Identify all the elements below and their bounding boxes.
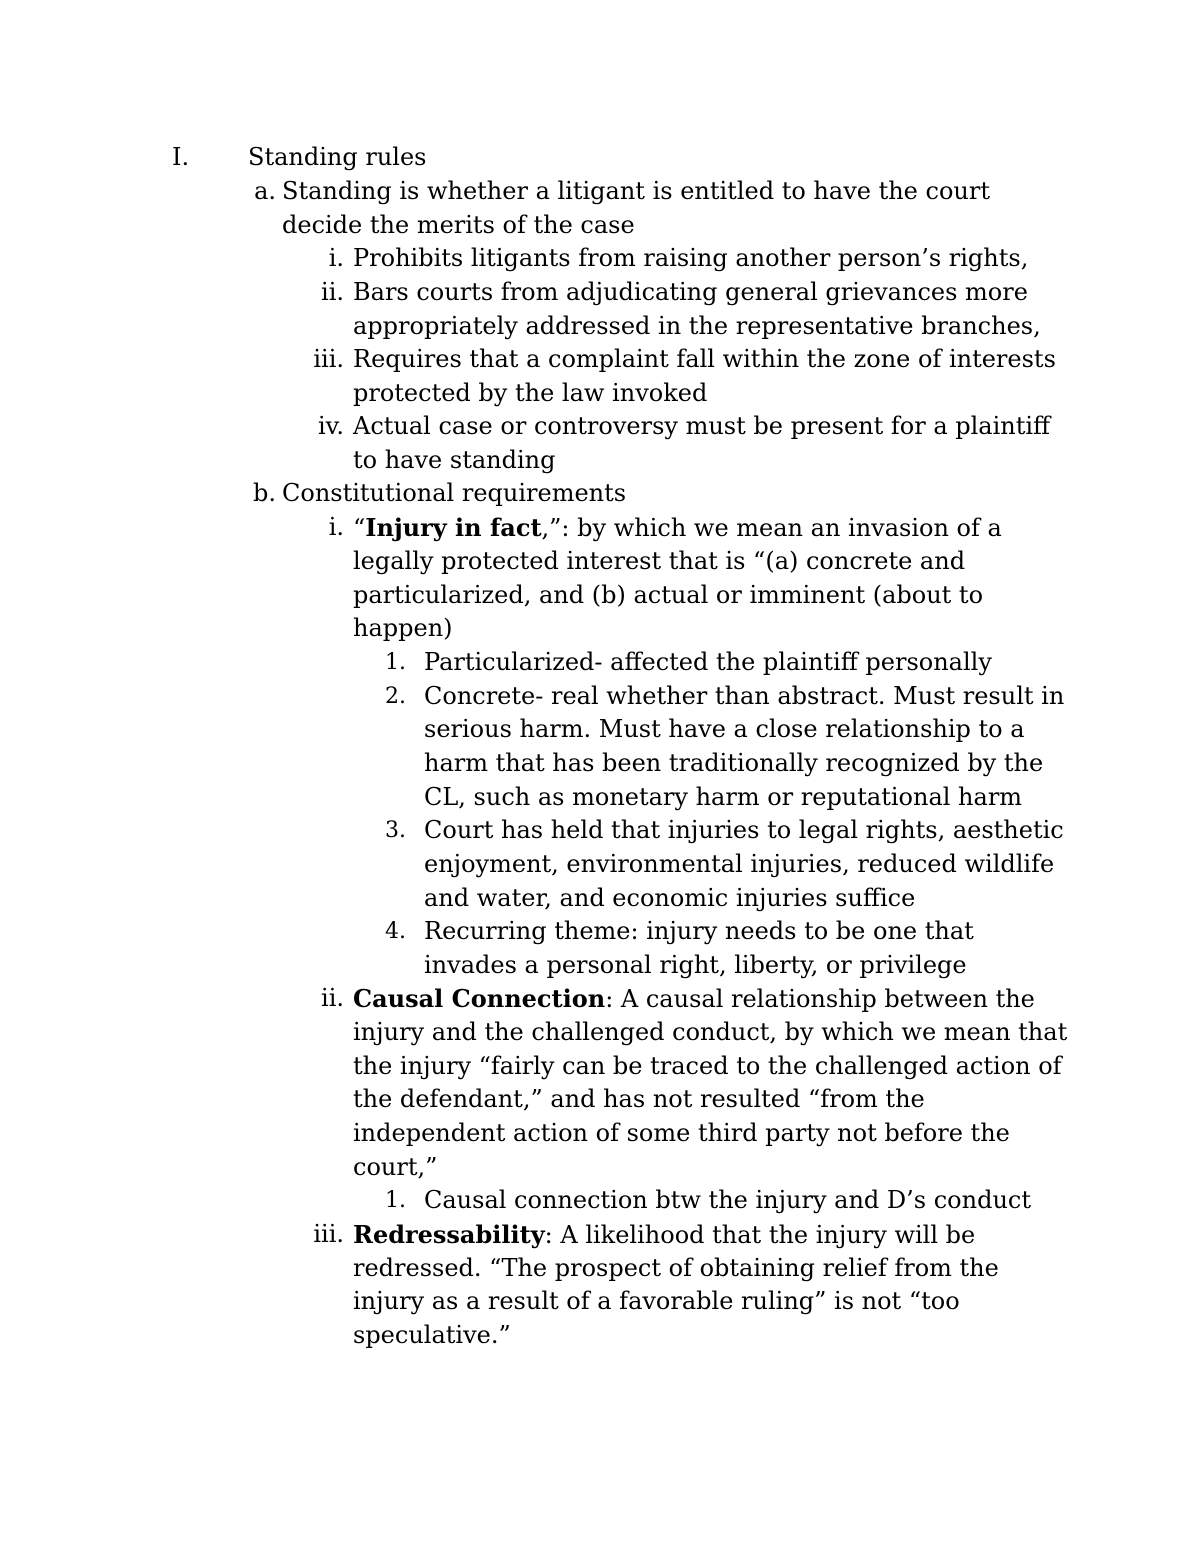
item-b-ii-line3: the injury “fairly can be traced to the challenged action of [353, 1052, 1062, 1080]
item-b-i-2-line4: CL, such as monetary harm or reputational harm [424, 783, 1023, 811]
item-b-i-1-line1: Particularized- affected the plaintiff personally [424, 648, 992, 676]
item-b-ii-1-line1: Causal connection btw the injury and D’s conduct [424, 1186, 1031, 1214]
outline-marker-b-iii: iii. [313, 1220, 344, 1248]
item-a-ii-line2: appropriately addressed in the representative branches, [353, 312, 1041, 340]
item-b-i-line2: legally protected interest that is “(a) concrete and [353, 547, 966, 575]
outline-marker-b-i: i. [328, 513, 344, 541]
item-a-line1: Standing is whether a litigant is entitled to have the court [282, 177, 990, 205]
outline-marker-b-i-3: 3. [385, 818, 406, 843]
item-b-i-2-line2: serious harm. Must have a close relationship to a [424, 715, 1025, 743]
outline-marker-b-i-2: 2. [385, 684, 406, 709]
item-b-title: Constitutional requirements [282, 479, 627, 507]
item-a-ii-line1: Bars courts from adjudicating general grievances more [353, 278, 1028, 306]
open-quote: “ [353, 514, 366, 542]
item-a-iii-line1: Requires that a complaint fall within the zone of interests [353, 345, 1056, 373]
item-b-i-line4: happen) [353, 614, 453, 642]
outline-marker-b-ii: ii. [321, 984, 344, 1012]
outline-marker-b: b. [253, 479, 276, 507]
section-title: Standing rules [248, 143, 427, 171]
item-b-ii-line1-rest: : A causal relationship between the [605, 985, 1035, 1013]
item-b-i-2-line3: harm that has been traditionally recognized by the [424, 749, 1044, 777]
item-b-ii-line1 [353, 982, 1035, 1017]
item-b-i-2-line1: Concrete- real whether than abstract. Must result in [424, 682, 1065, 710]
outline-marker-b-i-1: 1. [385, 650, 406, 675]
item-b-iii-line4: speculative.” [353, 1321, 511, 1349]
outline-marker-b-ii-1: 1. [385, 1188, 406, 1213]
term-injury-in-fact: Injury in fact [365, 513, 542, 542]
outline-marker-I: I. [172, 143, 190, 171]
item-a-iv-line2: to have standing [353, 446, 556, 474]
item-b-i-4-line1: Recurring theme: injury needs to be one that [424, 917, 974, 945]
item-b-ii-line2: injury and the challenged conduct, by which we mean that [353, 1018, 1068, 1046]
item-a-iv-line1: Actual case or controversy must be present for a plaintiff [353, 412, 1051, 440]
item-b-ii-line4: the defendant,” and has not resulted “from the [353, 1085, 925, 1113]
item-b-ii-line5: independent action of some third party not before the [353, 1119, 1010, 1147]
outline-marker-a: a. [254, 177, 276, 205]
item-b-iii-line3: injury as a result of a favorable ruling” is not “too [353, 1287, 960, 1315]
item-b-iii-line2: redressed. “The prospect of obtaining relief from the [353, 1254, 999, 1282]
item-b-i-3-line2: enjoyment, environmental injuries, reduced wildlife [424, 850, 1055, 878]
item-b-iii-line1-rest: : A likelihood that the injury will be [544, 1221, 976, 1249]
term-redressability: Redressability [353, 1220, 545, 1249]
term-causal-connection: Causal Connection [353, 984, 606, 1013]
item-b-i-line1-rest: ,”: by which we mean an invasion of a [541, 514, 1002, 542]
outline-marker-a-iv: iv. [317, 412, 344, 440]
outline-marker-b-i-4: 4. [385, 919, 406, 944]
outline-marker-a-i: i. [328, 244, 344, 272]
item-a-line2: decide the merits of the case [282, 211, 635, 239]
item-b-i-line1 [353, 511, 1002, 546]
item-b-i-4-line2: invades a personal right, liberty, or privilege [424, 951, 967, 979]
outline-marker-a-iii: iii. [313, 345, 344, 373]
item-a-i-line1: Prohibits litigants from raising another person’s rights, [353, 244, 1029, 272]
item-b-i-line3: particularized, and (b) actual or imminent (about to [353, 581, 984, 609]
item-b-i-3-line3: and water, and economic injuries suffice [424, 884, 916, 912]
item-a-iii-line2: protected by the law invoked [353, 379, 708, 407]
outline-marker-a-ii: ii. [321, 278, 344, 306]
item-b-i-3-line1: Court has held that injuries to legal rights, aesthetic [424, 816, 1064, 844]
item-b-ii-line6: court,” [353, 1153, 438, 1181]
item-b-iii-line1 [353, 1218, 975, 1253]
